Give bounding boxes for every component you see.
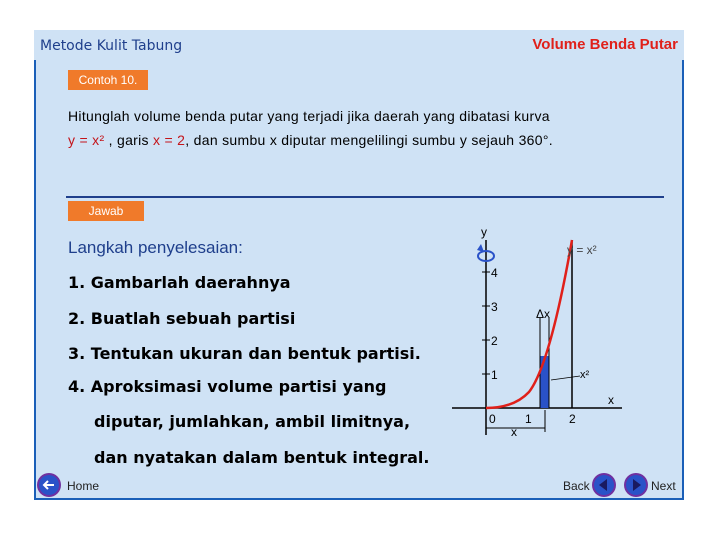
question-line-2 <box>68 132 553 148</box>
curve-label: y = x² <box>567 243 597 257</box>
height-label: x² <box>580 369 590 381</box>
answer-badge: Jawab <box>68 201 144 221</box>
step-2: 2. Buatlah sebuah partisi <box>68 309 296 328</box>
question-text-d: , dan sumbu x diputar mengelilingi sumbu y sejauh 360°. <box>185 132 553 148</box>
step-4: 4. Aproksimasi volume partisi yang <box>68 377 387 396</box>
x-axis-label: x <box>608 393 614 407</box>
header-bar <box>34 30 684 60</box>
back-label[interactable]: Back <box>563 479 590 493</box>
slide-frame <box>34 30 684 500</box>
step-4-cont-2: dan nyatakan dalam bentuk integral. <box>94 448 430 467</box>
header-subtitle: Metode Kulit Tabung <box>40 38 183 54</box>
dx-label: Δx <box>536 307 551 321</box>
step-1: 1. Gambarlah daerahnya <box>68 273 291 292</box>
line-equation: x = 2 <box>153 132 186 148</box>
next-label[interactable]: Next <box>651 479 676 493</box>
back-button[interactable] <box>592 473 616 497</box>
y-axis-label: y <box>481 225 487 239</box>
steps-title: Langkah penyelesaian: <box>68 238 243 257</box>
y-tick-3: 3 <box>491 300 498 314</box>
header-title: Volume Benda Putar <box>532 36 678 53</box>
back-arrow-icon <box>37 473 61 497</box>
step-4-cont-1: diputar, jumlahkan, ambil limitnya, <box>94 412 411 431</box>
y-tick-2: 2 <box>491 334 498 348</box>
content-panel <box>36 60 682 498</box>
step-3: 3. Tentukan ukuran dan bentuk partisi. <box>68 344 421 363</box>
divider-line <box>66 196 664 198</box>
left-triangle-icon <box>592 473 616 497</box>
question-line-1: Hitunglah volume benda putar yang terjadi jika daerah yang dibatasi kurva <box>68 108 550 124</box>
origin-label: 0 <box>489 412 496 426</box>
y-tick-4: 4 <box>491 266 498 280</box>
curve-equation: y = x² <box>68 132 105 148</box>
y-tick-1: 1 <box>491 368 498 382</box>
width-label: x <box>511 425 517 439</box>
x-tick-1: 1 <box>525 412 532 426</box>
home-label[interactable]: Home <box>67 479 100 493</box>
home-button[interactable] <box>37 473 61 497</box>
right-triangle-icon <box>624 473 648 497</box>
example-badge: Contoh 10. <box>68 70 148 90</box>
x-tick-2: 2 <box>569 412 576 426</box>
next-button[interactable] <box>624 473 648 497</box>
question-text-b: , garis <box>104 132 154 148</box>
